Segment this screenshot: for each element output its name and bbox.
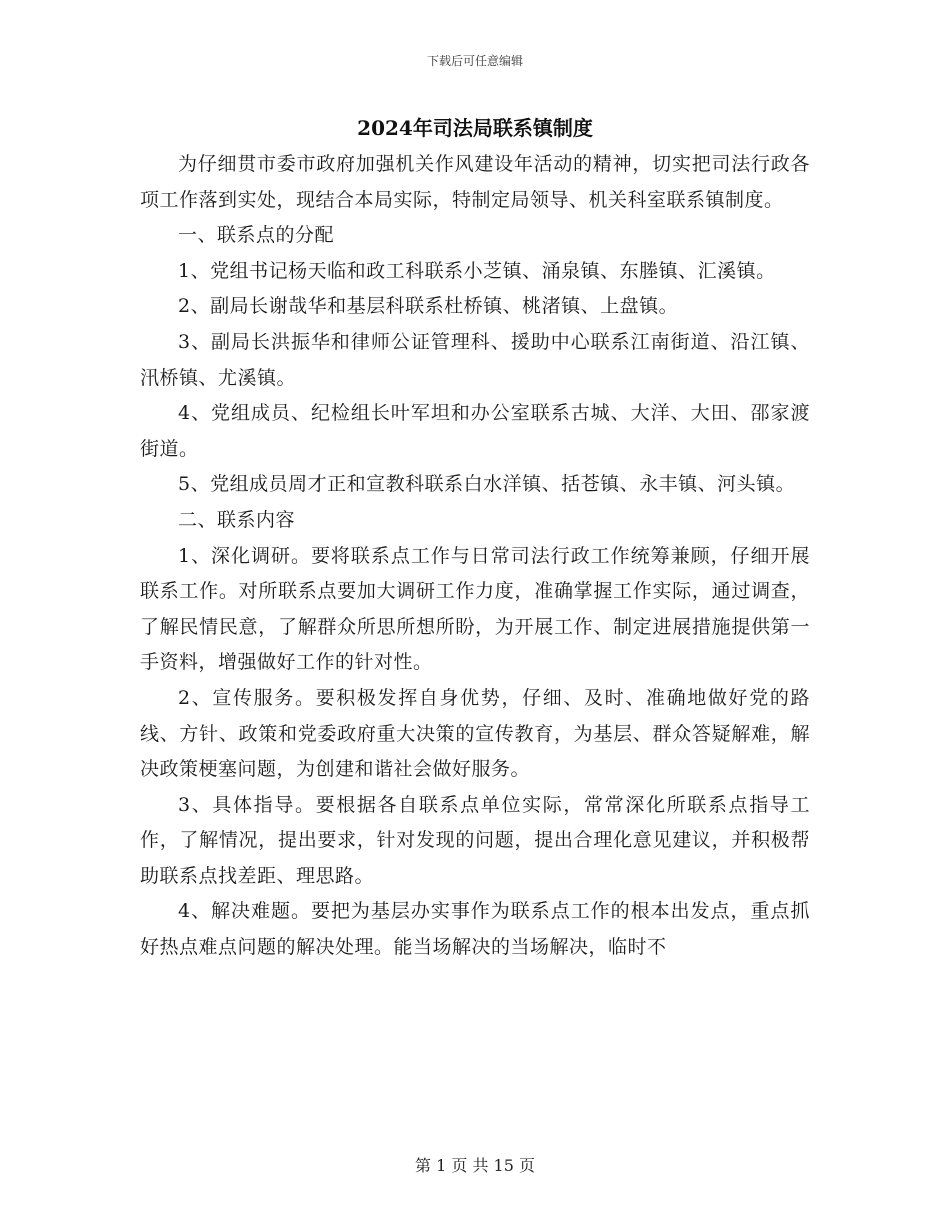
paragraph-item: 2、副局长谢哉华和基层科联系杜桥镇、桃渚镇、上盘镇。	[178, 295, 679, 318]
section-heading-content: 二、联系内容	[178, 508, 296, 531]
section-heading-allocation: 一、联系点的分配	[178, 224, 335, 247]
paragraph-item: 3、具体指导。要根据各自联系点单位实际，常常深化所联系点指导工作，了解情况，提出要求，针对发现的问题，提出合理化意见建议，并积极帮助联系点找差距、理思路。	[140, 793, 810, 887]
document-title: 2024年司法局联系镇制度	[357, 116, 593, 140]
paragraph-item: 3、副局长洪振华和律师公证管理科、援助中心联系江南街道、沿江镇、汛桥镇、尤溪镇。	[140, 330, 810, 389]
page-number: 第 1 页 共 15 页	[415, 1156, 535, 1175]
paragraph-item: 4、解决难题。要把为基层办实事作为联系点工作的根本出发点，重点抓好热点难点问题的解决处理。能当场解决的当场解决，临时不	[140, 900, 810, 959]
paragraph-item: 1、深化调研。要将联系点工作与日常司法行政工作统筹兼顾，仔细开展联系工作。对所联系点要加大调研工作力度，准确掌握工作实际，通过调查，了解民情民意，了解群众所思所想所盼，为开展工作、制定进展措施提供第一手资料，增强做好工作的针对性。	[140, 544, 810, 674]
paragraph-item: 5、党组成员周才正和宣教科联系白水洋镇、括苍镇、永丰镇、河头镇。	[178, 473, 796, 496]
paragraph-intro: 为仔细贯市委市政府加强机关作风建设年活动的精神，切实把司法行政各项工作落到实处，现结合本局实际，特制定局领导、机关科室联系镇制度。	[140, 153, 810, 211]
document-body	[140, 147, 810, 966]
paragraph-item: 4、党组成员、纪检组长叶军坦和办公室联系古城、大洋、大田、邵家渡街道。	[140, 402, 810, 460]
paragraph-item: 1、党组书记杨天临和政工科联系小芝镇、涌泉镇、东塍镇、汇溪镇。	[178, 259, 776, 282]
page-header-note: 下载后可任意编辑	[426, 54, 523, 68]
paragraph-item: 2、宣传服务。要积极发挥自身优势，仔细、及时、准确地做好党的路线、方针、政策和党委政府重大决策的宣传教育，为基层、群众答疑解难，解决政策梗塞问题，为创建和谐社会做好服务。	[140, 686, 810, 781]
